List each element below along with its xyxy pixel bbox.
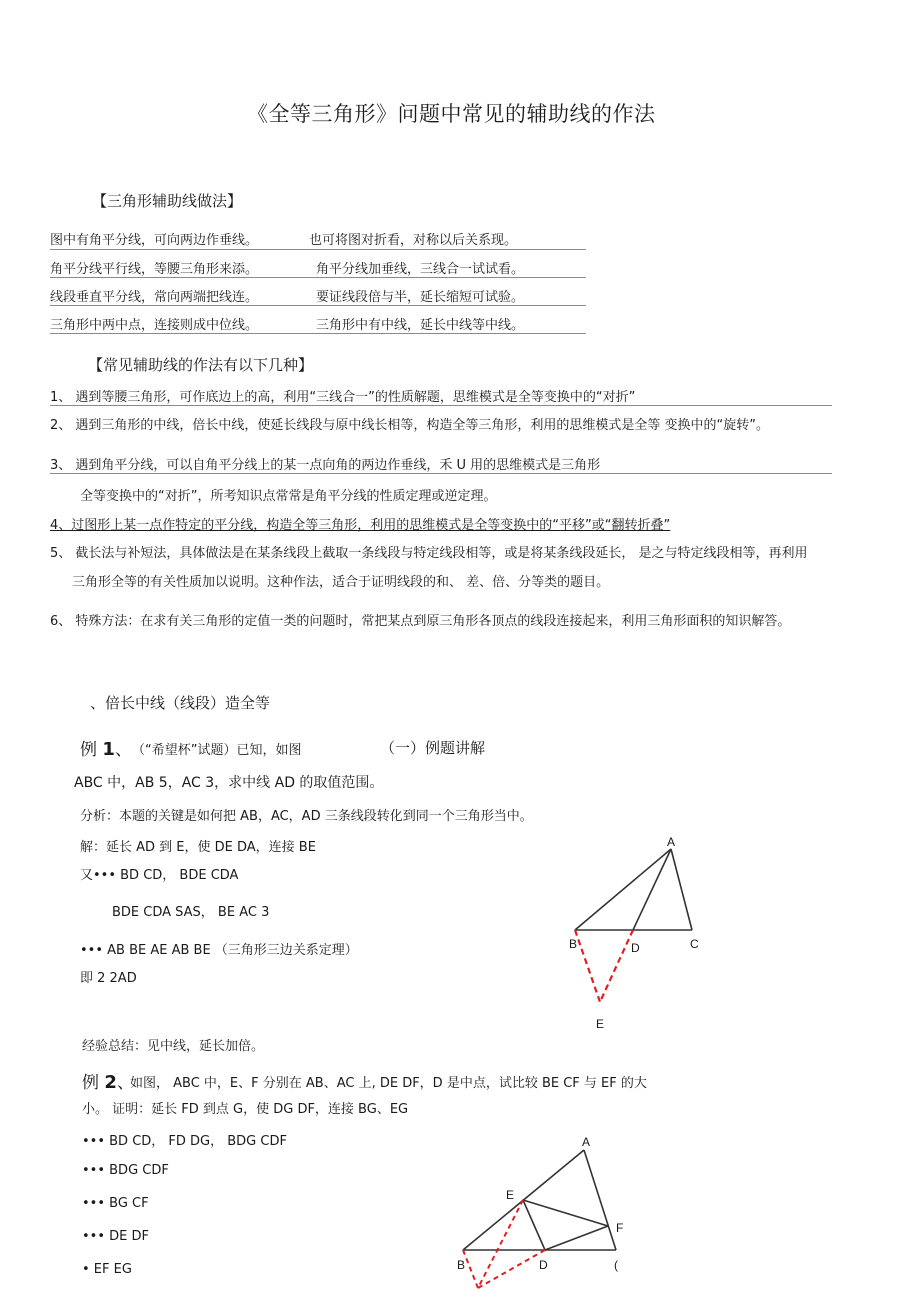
- rhyme-row-4-right: 三角形中有中线，延长中线等中线。: [316, 318, 525, 333]
- example-2-figure: [448, 1128, 628, 1303]
- point-label-b: B: [569, 937, 578, 951]
- point-label-c: C: [690, 937, 699, 951]
- example-1-solution-line: 又••• BD CD， BDE CDA: [80, 868, 239, 883]
- segment-ef: [523, 1200, 608, 1226]
- example-1-summary: 经验总结：见中线，延长加倍。: [82, 1039, 265, 1054]
- method-item-2: 2、 遇到三角形的中线，倍长中线，使延长线段与原中线长相等，构造全等三角形，利用的思维模式是全等 变换中的“旋转”。: [50, 418, 770, 433]
- divider: [50, 305, 586, 306]
- rhyme-row-2-left: 角平分线平行线，等腰三角形来添。: [50, 262, 259, 277]
- example-2-label: 例 2、: [82, 1072, 134, 1093]
- segment-ac: [584, 1150, 616, 1250]
- section-heading-common-methods: 【常见辅助线的作法有以下几种】: [88, 356, 314, 374]
- divider: [50, 473, 832, 474]
- method-item-5: 5、 截长法与补短法，具体做法是在某条线段上截取一条线段与特定线段相等，或是将某条线段延长， 是之与特定线段相等，再利用: [50, 546, 808, 561]
- method-item-5-continued: 三角形全等的有关性质加以说明。这种作法，适合于证明线段的和、 差、倍、分等类的题目。: [72, 575, 610, 590]
- point-label-f: F: [616, 1221, 624, 1235]
- point-label-a: A: [667, 835, 676, 849]
- segment-ab: [575, 849, 671, 930]
- divider: [50, 405, 832, 406]
- example-subheading: （一）例题讲解: [380, 739, 486, 757]
- example-1-figure: [560, 830, 720, 1035]
- rhyme-row-3-left: 线段垂直平分线，常向两端把线连。: [50, 290, 259, 305]
- example-2-problem-line: 小。 证明：延长 FD 到点 G，使 DG DF，连接 BG、EG: [82, 1102, 409, 1117]
- example-1-problem: ABC 中，AB 5，AC 3，求中线 AD 的取值范围。: [74, 775, 384, 791]
- point-label-c: (: [614, 1258, 618, 1272]
- point-label-d: D: [631, 941, 640, 955]
- point-label-a: A: [582, 1135, 591, 1149]
- segment-ed: [523, 1200, 545, 1250]
- example-1-label: 例 1、: [80, 739, 132, 760]
- divider: [50, 277, 586, 278]
- example-2-step: ••• BD CD， FD DG， BDG CDF: [82, 1134, 287, 1149]
- point-label-e: E: [506, 1188, 515, 1202]
- aux-line-eg: [478, 1200, 523, 1288]
- rhyme-row-1-right: 也可将图对折看，对称以后关系现。: [309, 233, 518, 248]
- aux-line-dg: [478, 1250, 545, 1288]
- aux-line-be: [575, 930, 600, 1002]
- method-item-3: 3、 遇到角平分线，可以自角平分线上的某一点向角的两边作垂线，禾 U 用的思维模式是三角形: [50, 458, 601, 473]
- method-item-1: 1、 遇到等腰三角形，可作底边上的高，利用“三线合一”的性质解题，思维模式是全等变换中的“对折”: [50, 390, 636, 405]
- point-label-d: D: [539, 1258, 548, 1272]
- example-2-step: ••• DE DF: [82, 1229, 149, 1244]
- divider: [50, 333, 586, 334]
- example-2-problem-line: 如图， ABC 中，E、F 分别在 AB、AC 上, DE DF，D 是中点，试比较 BE CF 与 EF 的大: [130, 1076, 647, 1091]
- rhyme-row-2-right: 角平分线加垂线，三线合一试试看。: [316, 262, 525, 277]
- method-item-6: 6、 特殊方法：在求有关三角形的定值一类的问题时，常把某点到原三角形各顶点的线段连接起来，利用三角形面积的知识解答。: [50, 614, 791, 629]
- part-heading-double-median: 、倍长中线（线段）造全等: [90, 694, 271, 712]
- example-1-analysis: 分析：本题的关键是如何把 AB，AC，AD 三条线段转化到同一个三角形当中。: [80, 809, 533, 824]
- aux-line-de: [600, 930, 633, 1002]
- aux-line-bg: [463, 1250, 478, 1288]
- example-1-solution-line: BDE CDA SAS， BE AC 3: [112, 905, 270, 920]
- example-1-solution-line: 即 2 2AD: [80, 971, 137, 986]
- segment-ac: [671, 849, 692, 930]
- method-item-3-continued: 全等变换中的“对折”，所考知识点常常是角平分线的性质定理或逆定理。: [80, 489, 497, 504]
- section-heading-auxiliary-methods: 【三角形辅助线做法】: [92, 192, 243, 210]
- example-2-step: • EF EG: [82, 1262, 132, 1277]
- rhyme-row-1-left: 图中有角平分线，可向两边作垂线。: [50, 233, 259, 248]
- point-label-e: E: [596, 1017, 605, 1031]
- example-2-step: ••• BDG CDF: [82, 1163, 169, 1178]
- page-title: 《全等三角形》问题中常见的辅助线的作法: [247, 102, 656, 126]
- rhyme-row-4-left: 三角形中两中点，连接则成中位线。: [50, 318, 259, 333]
- method-item-4: 4、过图形上某一点作特定的平分线，构造全等三角形，利用的思维模式是全等变换中的“平移”或“翻转折叠”: [50, 518, 671, 533]
- example-1-source: （“希望杯”试题）已知，如图: [132, 743, 302, 758]
- example-2-step: ••• BG CF: [82, 1196, 149, 1211]
- example-1-solution-line: 解：延长 AD 到 E，使 DE DA，连接 BE: [80, 840, 316, 855]
- median-ad: [633, 849, 671, 930]
- rhyme-row-3-right: 要证线段倍与半，延长缩短可试验。: [316, 290, 525, 305]
- example-1-solution-line: ••• AB BE AE AB BE （三角形三边关系定理）: [80, 943, 358, 958]
- segment-df: [545, 1226, 608, 1250]
- point-label-b: B: [457, 1258, 466, 1272]
- divider: [50, 249, 586, 250]
